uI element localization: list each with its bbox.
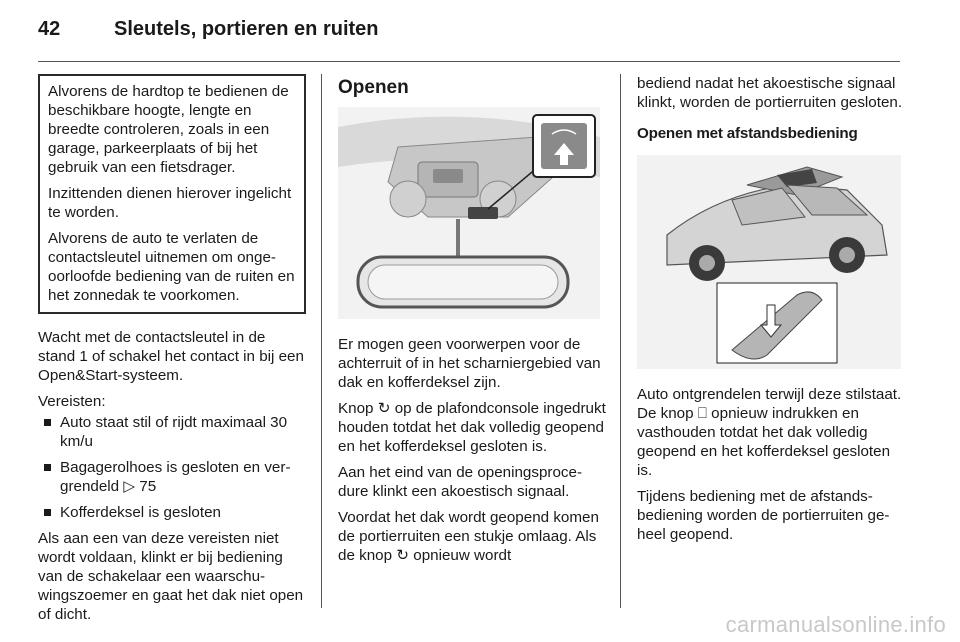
- paragraph-signal: Aan het eind van de openingsprocedure klinkt een akoestisch signaal.: [338, 464, 583, 500]
- paragraph-warning-buzzer: Als aan een van deze vereisten niet wordt voldaan, klinkt er bij bediening van de schakelaar een waarschuwingszoemer en gaat het dak niet open of dicht.: [38, 530, 304, 623]
- list-item: Auto staat stil of rijdt maximaal 30 km/u: [38, 413, 306, 451]
- warning-text-3: Alvorens de auto te verlaten de contactsleutel uitnemen om ongeoorloofde bediening van de ruiten en het zonnedak te voorkomen.: [48, 230, 295, 304]
- paragraph-requirements: Vereisten:: [38, 393, 106, 410]
- roof-button-icon: ↻: [396, 546, 410, 564]
- car-remote-image: [637, 155, 901, 369]
- column-left: [38, 74, 306, 631]
- warning-text-2: Inzittenden dienen hierover ingelicht te worden.: [48, 185, 292, 221]
- subsection-heading: Openen met afstandsbediening: [637, 125, 858, 142]
- watermark: carmanualsonline.info: [725, 612, 946, 637]
- page-reference-arrow-icon: ▷: [123, 477, 136, 495]
- page-reference-link[interactable]: 75: [139, 478, 157, 495]
- paragraph-button-press: Knop ↻ op de plafondconsole ingedrukt houden totdat het dak volledig geopend en het kofferdeksel gesloten is.: [338, 399, 606, 455]
- bullet-icon: [44, 419, 51, 426]
- column-right: [637, 74, 903, 551]
- warning-text-1: Alvorens de hardtop te bedienen de beschikbare hoogte, lengte en breedte controleren, zoals in een garage, parkeerplaats of bij het gebruik van een fietsdrager.: [48, 83, 289, 176]
- column-divider: [620, 74, 621, 608]
- bullet-icon: [44, 464, 51, 471]
- warning-box: [38, 74, 306, 314]
- roof-button-icon: ↻: [377, 399, 391, 417]
- list-item: Kofferdeksel is gesloten: [38, 503, 306, 522]
- paragraph-hinge-area: Er mogen geen voorwerpen voor de achterruit of in het scharniergebied van dak en kofferdeksel zijn.: [338, 336, 601, 391]
- paragraph-unlock: Auto ontgrendelen terwijl deze stilstaat. De knop ⎕ opnieuw indrukken en vasthouden totdat het dak volledig geopend en het kofferdeksel gesloten is.: [637, 386, 902, 479]
- roof-console-image: [338, 107, 600, 319]
- page-header: [38, 18, 922, 44]
- remote-illustration: [637, 155, 901, 369]
- column-divider: [321, 74, 322, 608]
- paragraph-continued: bediend nadat het akoestische signaal klinkt, worden de portierruiten gesloten.: [637, 75, 903, 111]
- list-item: Bagagerolhoes is gesloten en vergrendeld ▷ 75: [38, 458, 306, 496]
- bullet-icon: [44, 509, 51, 516]
- page-title: Sleutels, portieren en ruiten: [114, 18, 379, 40]
- roof-console-illustration: [338, 107, 600, 319]
- paragraph-ignition: Wacht met de contactsleutel in de stand 1 of schakel het contact in bij een Open&Start-systeem.: [38, 329, 304, 384]
- header-divider: [38, 61, 900, 62]
- remote-roof-button-icon: ⎕: [697, 404, 707, 422]
- paragraph-remote-windows: Tijdens bediening met de afstandsbediening worden de portierruiten geheel geopend.: [637, 488, 890, 543]
- section-heading: Openen: [338, 77, 409, 98]
- page-number: 42: [38, 18, 61, 40]
- column-middle: [338, 74, 606, 572]
- paragraph-windows: Voordat het dak wordt geopend komen de portierruiten een stukje omlaag. Als de knop ↻ opnieuw wordt: [338, 509, 599, 564]
